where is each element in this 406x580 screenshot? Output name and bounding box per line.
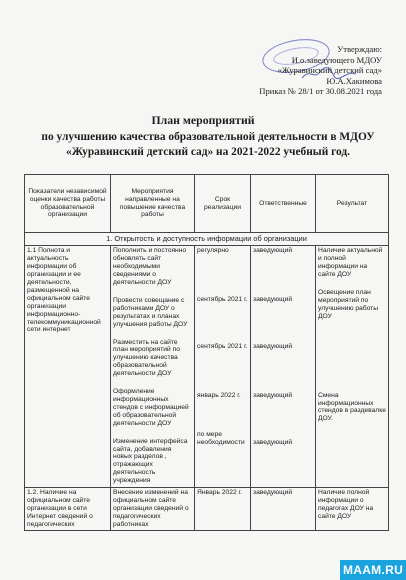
section-title: 1. Открытость и доступность информации об организации xyxy=(25,233,389,246)
term-cell: Январь 2022 г. xyxy=(195,487,251,531)
result-item: Освещение план мероприятий по улучшению работы ДОУ xyxy=(318,289,379,320)
term-item: регулярно xyxy=(197,247,229,255)
table-row xyxy=(25,487,389,531)
header-indicators: Показатели независимой оценки качества работы образовательной организации xyxy=(25,175,111,233)
responsible-cell: заведующий xyxy=(251,487,316,531)
term-item: январь 2022 г. xyxy=(197,392,241,400)
responsible-item: заведующий xyxy=(253,247,293,255)
approval-line-4: Ю.А.Хакимова xyxy=(326,75,382,86)
header-measures: Мероприятия направленные на повышение качества работы xyxy=(111,175,195,233)
indicator-cell: 1.2. Наличие на официальном сайте организации в сети Интернет сведений о педагогических xyxy=(25,487,111,531)
header-responsible: Ответственные xyxy=(251,175,316,233)
term-item: по мере необходимости xyxy=(197,431,245,446)
result-cell: Наличие полной информации о педагогах ДОУ на сайте ДОУ xyxy=(316,487,389,531)
table-row xyxy=(25,245,389,487)
measure-item: Изменение интерфейса сайта, добавления новых разделов , отражающих деятельность учреждения xyxy=(113,437,188,485)
responsible-item: заведующий xyxy=(253,343,293,351)
measure-item: Оформление информационных стендов с информацией об образовательной деятельности ДОУ xyxy=(113,388,189,427)
approval-line-2: И.о.заведующего МДОУ xyxy=(291,54,382,65)
plan-table xyxy=(24,174,389,531)
term-cell xyxy=(195,245,251,487)
document-subtitle: по улучшению качества образовательной деятельности в МДОУ «Журавинский детский сад» на 2021-2022 учебный год. xyxy=(41,131,375,158)
result-cell xyxy=(316,245,389,487)
measure-item: Пополнить и постоянно обновлять сайт необходимыми сведениями о деятельности ДОУ xyxy=(113,247,187,287)
approval-line-5: Приказ № 28/1 от 30.08.2021 года xyxy=(259,86,382,97)
table-header-row xyxy=(25,175,389,233)
header-result: Результат xyxy=(316,175,389,233)
approval-block xyxy=(232,44,382,97)
result-item: Смена информационных стендов в раздевалке ДОУ. xyxy=(318,391,386,423)
term-item: сентябрь 2021 г. xyxy=(197,343,248,351)
term-item: сентябрь 2021 г. xyxy=(197,296,248,304)
measure-item: Провести совещание с работниками ДОУ о результатах и планах улучшения работы ДОУ xyxy=(113,296,188,328)
indicator-cell: 1.1 Полнота и актуальность информации об организации и ее деятельности, размещенной на официальном сайте организации информационно-телекоммуникационной сети интернет xyxy=(25,245,111,487)
responsible-cell xyxy=(251,245,316,487)
approval-line-1: Утверждаю: xyxy=(337,44,382,54)
section-row xyxy=(25,233,389,246)
measures-cell: Внесение изменений на официальном сайте организации сведений о педагогических работниках xyxy=(111,487,195,531)
header-term: Срок реализации xyxy=(195,175,251,233)
measure-item: Разместить на сайте план мероприятий по улучшению качества образовательной деятельности ДОУ xyxy=(113,338,180,378)
responsible-item: заведующий xyxy=(253,439,293,447)
approval-line-3: «Журавинский детский сад» xyxy=(277,65,382,76)
maam-watermark[interactable]: MAAM.RU xyxy=(340,560,406,580)
document-title: План мероприятий xyxy=(151,113,255,127)
measures-cell xyxy=(111,245,195,487)
result-item: Наличие актуальной и полной информации на сайте ДОУ xyxy=(318,247,383,279)
responsible-item: заведующий xyxy=(253,392,293,400)
responsible-item: заведующий xyxy=(253,296,293,304)
